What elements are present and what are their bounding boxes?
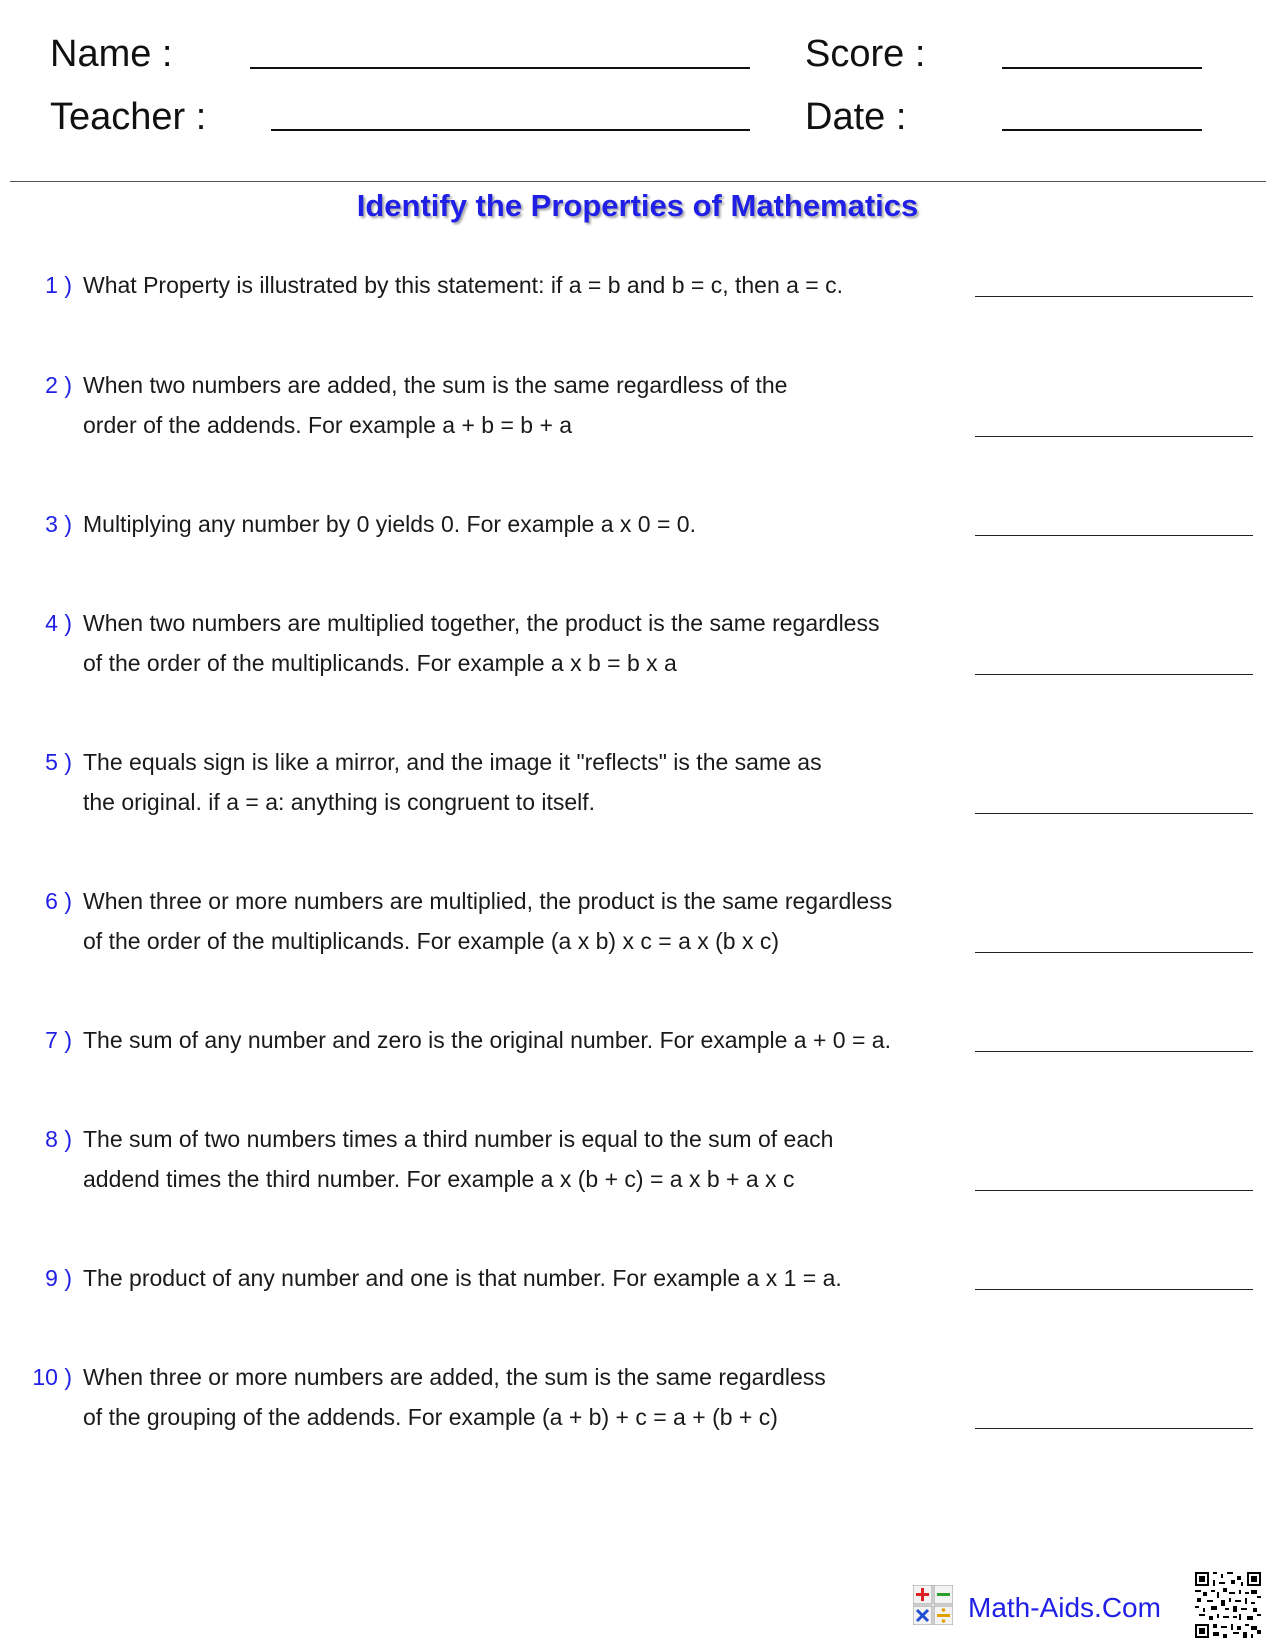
question-text: of the order of the multiplicands. For example a x b = b x a <box>83 650 677 676</box>
question-number: 3 ) <box>45 511 72 537</box>
answer-blank[interactable] <box>975 952 1253 953</box>
question-number: 6 ) <box>45 888 72 914</box>
question-text: When three or more numbers are multiplied, the product is the same regardless <box>83 888 893 914</box>
question-number: 2 ) <box>45 372 72 398</box>
question-number: 1 ) <box>45 272 72 298</box>
answer-blank[interactable] <box>975 1190 1253 1191</box>
answer-blank[interactable] <box>975 535 1253 536</box>
answer-blank[interactable] <box>975 1051 1253 1052</box>
question-text: When three or more numbers are added, the sum is the same regardless <box>83 1364 826 1390</box>
answer-blank[interactable] <box>975 1428 1253 1429</box>
question-text: The equals sign is like a mirror, and the image it "reflects" is the same as <box>83 749 822 775</box>
question-number: 5 ) <box>45 749 72 775</box>
answer-blank[interactable] <box>975 813 1253 814</box>
score-label: Score : <box>805 33 926 75</box>
question-text: Multiplying any number by 0 yields 0. For example a x 0 = 0. <box>83 511 696 537</box>
worksheet-title: Identify the Properties of Mathematics <box>356 188 919 223</box>
answer-blank[interactable] <box>975 1289 1253 1290</box>
question-text: The product of any number and one is that number. For example a x 1 = a. <box>83 1265 842 1291</box>
header-divider <box>10 181 1266 182</box>
answer-blank[interactable] <box>975 436 1253 437</box>
math-operators-icon <box>913 1585 953 1625</box>
answer-blank[interactable] <box>975 296 1253 297</box>
question-text: When two numbers are added, the sum is the same regardless of the <box>83 372 788 398</box>
question-number: 10 ) <box>32 1364 72 1390</box>
question-text: of the grouping of the addends. For example (a + b) + c = a + (b + c) <box>83 1404 778 1430</box>
question-text: The sum of two numbers times a third number is equal to the sum of each <box>83 1126 834 1152</box>
question-number: 8 ) <box>45 1126 72 1152</box>
brand-link[interactable]: Math-Aids.Com <box>968 1592 1161 1623</box>
question-text: What Property is illustrated by this statement: if a = b and b = c, then a = c. <box>83 272 844 298</box>
name-label: Name : <box>50 33 173 75</box>
question-text: The sum of any number and zero is the original number. For example a + 0 = a. <box>83 1027 891 1053</box>
date-label: Date : <box>805 96 907 138</box>
answer-blank[interactable] <box>975 674 1253 675</box>
date-field-line[interactable] <box>1002 129 1202 131</box>
score-field-line[interactable] <box>1002 67 1202 69</box>
question-text: When two numbers are multiplied together, the product is the same regardless <box>83 610 880 636</box>
question-text: addend times the third number. For example a x (b + c) = a x b + a x c <box>83 1166 795 1192</box>
teacher-field-line[interactable] <box>271 129 750 131</box>
qr-code-icon <box>1195 1572 1261 1643</box>
question-number: 4 ) <box>45 610 72 636</box>
question-text: order of the addends. For example a + b = b + a <box>83 412 573 438</box>
question-text: of the order of the multiplicands. For example (a x b) x c = a x (b x c) <box>83 928 780 954</box>
name-field-line[interactable] <box>250 67 750 69</box>
question-number: 9 ) <box>45 1265 72 1291</box>
teacher-label: Teacher : <box>50 96 207 138</box>
question-number: 7 ) <box>45 1027 72 1053</box>
question-text: the original. if a = a: anything is congruent to itself. <box>83 789 596 815</box>
